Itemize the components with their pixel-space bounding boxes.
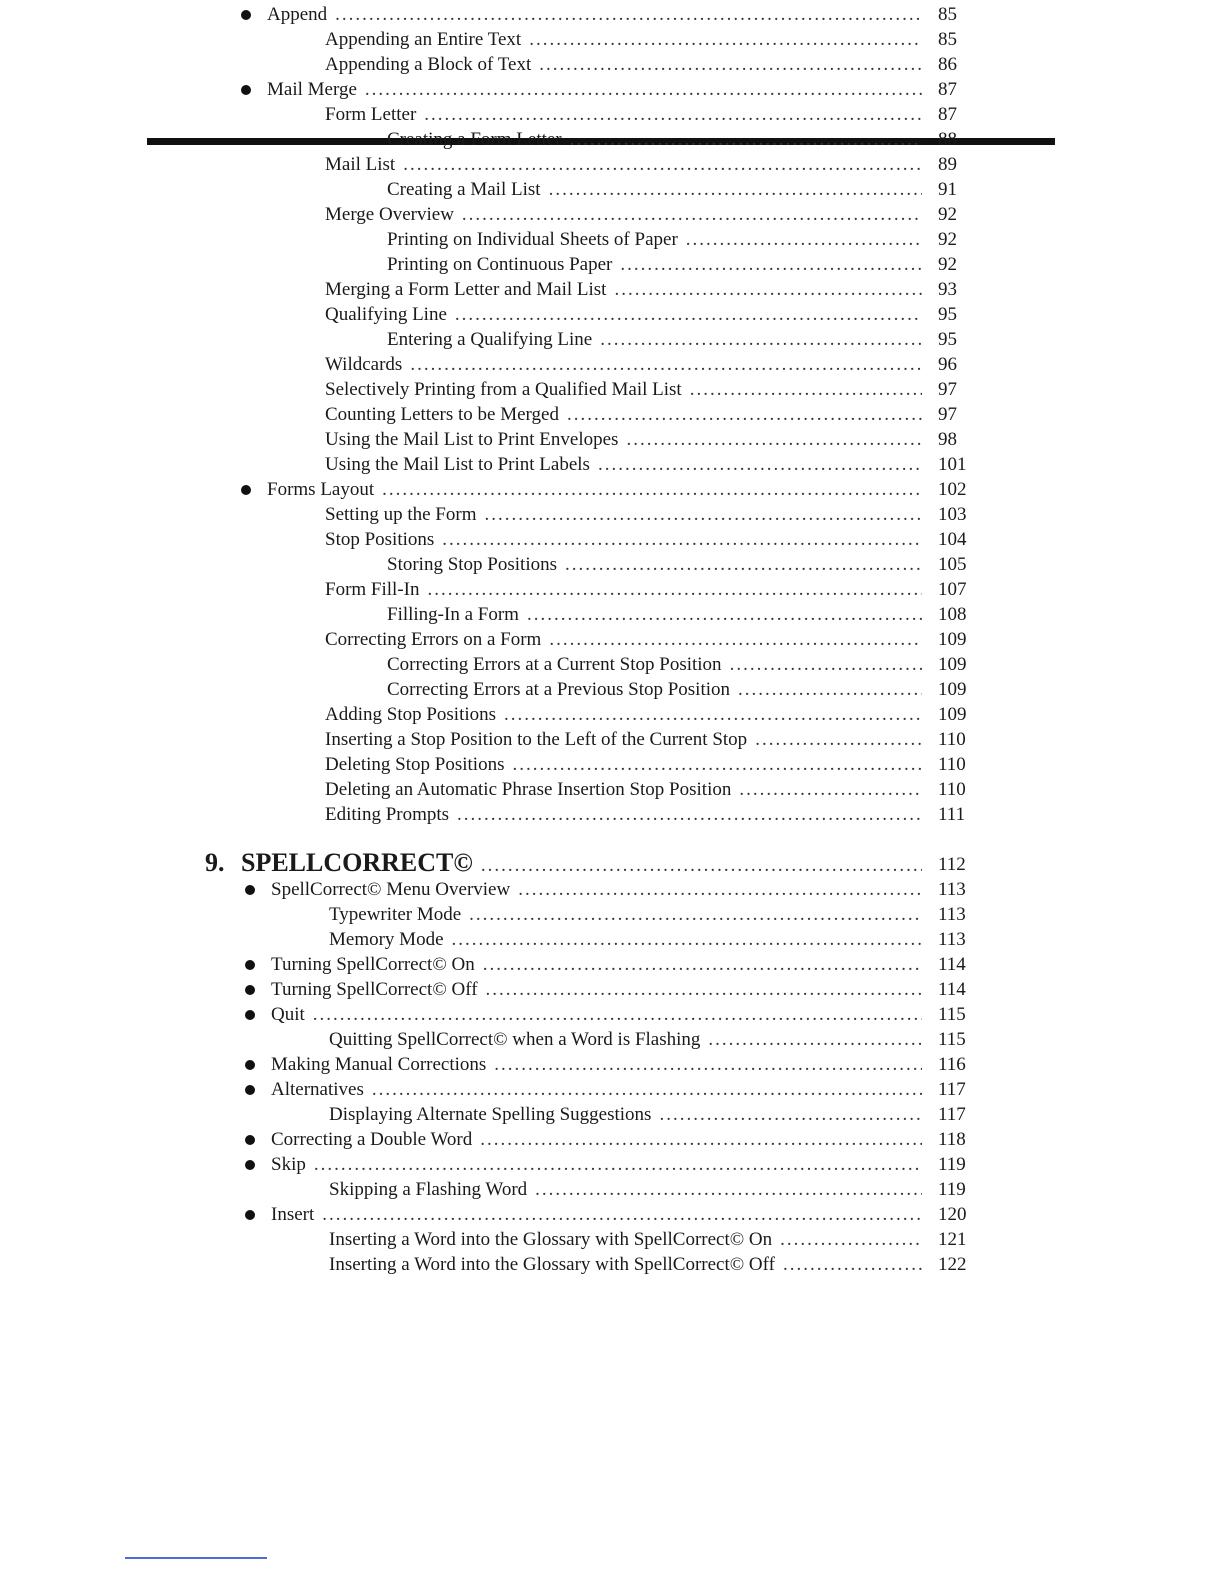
toc-entry-title: Correcting Errors at a Current Stop Position [387, 654, 722, 675]
toc-entry-text [387, 127, 922, 152]
dot-leader [527, 602, 922, 627]
bullet-icon [245, 960, 255, 970]
toc-entry-page: 110 [938, 729, 966, 750]
toc-entry-page: 92 [938, 254, 957, 275]
toc-entry-page: 89 [938, 154, 957, 175]
toc-entry-page: 85 [938, 4, 957, 25]
toc-entry-page: 101 [938, 454, 967, 475]
toc-entry-text [325, 302, 922, 327]
dot-leader [457, 802, 922, 827]
toc-entry-page: 109 [938, 679, 967, 700]
toc-entry-page: 122 [938, 1254, 967, 1275]
toc-entry-page: 118 [938, 1129, 966, 1150]
toc-entry-text [387, 677, 922, 702]
toc-entry-title: Typewriter Mode [329, 904, 462, 925]
dot-leader [549, 627, 922, 652]
toc-entry-title: Mail List [325, 154, 396, 175]
toc-entry[interactable] [0, 177, 1224, 202]
toc-entry[interactable] [0, 1152, 1224, 1177]
toc-entry[interactable] [0, 352, 1224, 377]
toc-entry[interactable] [0, 327, 1224, 352]
dot-leader [494, 1052, 922, 1077]
toc-entry-title: Selectively Printing from a Qualified Mail List [325, 379, 682, 400]
dot-leader [365, 77, 922, 102]
toc-entry-text [329, 1227, 922, 1252]
toc-entry-text [325, 102, 922, 127]
bullet-icon [245, 985, 255, 995]
bullet-icon [245, 1160, 255, 1170]
chapter-number: 9. [205, 848, 225, 877]
toc-entry-page: 104 [938, 529, 967, 550]
toc-entry-text [267, 77, 922, 102]
bottom-underline [125, 1557, 267, 1559]
bullet-icon [245, 1085, 255, 1095]
toc-entry[interactable] [0, 377, 1224, 402]
toc-entry-title: Setting up the Form [325, 504, 477, 525]
toc-entry-text [329, 1027, 922, 1052]
toc-entry[interactable] [0, 227, 1224, 252]
toc-entry[interactable] [0, 1027, 1224, 1052]
toc-entry-title: Making Manual Corrections [271, 1054, 487, 1075]
toc-entry-page: 116 [938, 1054, 966, 1075]
toc-entry[interactable] [0, 877, 1224, 902]
dot-leader [690, 377, 922, 402]
bullet-icon [245, 1210, 255, 1220]
toc-entry[interactable] [0, 152, 1224, 177]
dot-leader [469, 902, 922, 927]
toc-entry-page: 121 [938, 1229, 967, 1250]
toc-entry[interactable] [0, 102, 1224, 127]
toc-entry-page: 113 [938, 929, 966, 950]
toc-entry-title: Quit [271, 1004, 305, 1025]
dot-leader [335, 2, 922, 27]
toc-entry-page: 119 [938, 1154, 966, 1175]
toc-entry-text [387, 252, 922, 277]
toc-entry-title: Using the Mail List to Print Envelopes [325, 429, 619, 450]
toc-entry[interactable] [0, 552, 1224, 577]
toc-entry-text [325, 502, 922, 527]
dot-leader [539, 52, 922, 77]
toc-entry-text [325, 452, 922, 477]
toc-entry-text [329, 902, 922, 927]
bullet-icon [241, 10, 251, 20]
toc-entry-title: Merge Overview [325, 204, 454, 225]
toc-entry-page: 120 [938, 1204, 967, 1225]
toc-entry-title: Memory Mode [329, 929, 444, 950]
dot-leader [480, 1127, 922, 1152]
toc-entry-page: 111 [938, 804, 966, 825]
dot-leader [535, 1177, 922, 1202]
toc-entry-text [325, 427, 922, 452]
toc-entry-text [267, 477, 922, 502]
toc-entry[interactable] [0, 602, 1224, 627]
toc-entry-title: Using the Mail List to Print Labels [325, 454, 590, 475]
toc-entry-text [271, 877, 922, 902]
dot-leader [452, 927, 922, 952]
toc-entry[interactable] [0, 527, 1224, 552]
chapter-title: SPELLCORRECT© [241, 848, 473, 877]
toc-entry[interactable] [0, 927, 1224, 952]
dot-leader [486, 977, 922, 1002]
toc-entry-title: Append [267, 4, 328, 25]
dot-leader [372, 1077, 922, 1102]
toc-entry-text [329, 1252, 922, 1277]
dot-leader [382, 477, 922, 502]
toc-entry-page: 117 [938, 1104, 966, 1125]
toc-entry-text [325, 777, 922, 802]
toc-entry[interactable] [0, 277, 1224, 302]
toc-entry-page: 86 [938, 54, 957, 75]
toc-entry[interactable] [0, 127, 1224, 152]
toc-entry-title: Inserting a Word into the Glossary with SpellCorrect© On [329, 1229, 773, 1250]
toc-entry-text [325, 377, 922, 402]
toc-entry-title: Skipping a Flashing Word [329, 1179, 528, 1200]
toc-entry-title: Entering a Qualifying Line [387, 329, 593, 350]
toc-entry-text [325, 527, 922, 552]
dot-leader [614, 277, 922, 302]
dot-leader [567, 402, 922, 427]
toc-entry[interactable] [0, 502, 1224, 527]
toc-entry-title: Printing on Individual Sheets of Paper [387, 229, 678, 250]
toc-entry-title: Inserting a Stop Position to the Left of the Current Stop [325, 729, 748, 750]
dot-leader [780, 1227, 922, 1252]
toc-entry-page: 110 [938, 779, 966, 800]
toc-entry-title: Mail Merge [267, 79, 357, 100]
toc-entry-text [329, 1177, 922, 1202]
toc-entry-text [325, 277, 922, 302]
toc-entry-page: 88 [938, 129, 957, 150]
toc-entry-title: Correcting a Double Word [271, 1129, 473, 1150]
toc-entry-page: 103 [938, 504, 967, 525]
toc-entry-title: Appending an Entire Text [325, 29, 522, 50]
toc-entry-text [271, 1052, 922, 1077]
toc-entry-page: 107 [938, 579, 967, 600]
bullet-icon [245, 1060, 255, 1070]
toc-entry[interactable] [0, 802, 1224, 827]
toc-entry-text [271, 1002, 922, 1027]
toc-entry-title: Filling-In a Form [387, 604, 519, 625]
toc-entry-text [271, 1127, 922, 1152]
toc-entry-title: Insert [271, 1204, 315, 1225]
toc-entry-text [325, 752, 922, 777]
toc-entry[interactable] [0, 477, 1224, 502]
dot-leader [659, 1102, 922, 1127]
toc-entry-page: 108 [938, 604, 967, 625]
toc-entry-title: Alternatives [271, 1079, 364, 1100]
toc-entry-text [325, 202, 922, 227]
toc-entry-page: 110 [938, 754, 966, 775]
dot-leader [686, 227, 922, 252]
toc-entry[interactable] [0, 27, 1224, 52]
toc-entry[interactable] [0, 952, 1224, 977]
toc-entry-title: Editing Prompts [325, 804, 450, 825]
toc-entry-title: Turning SpellCorrect© Off [271, 979, 478, 1000]
toc-entry-text [325, 402, 922, 427]
toc-entry-text [329, 1102, 922, 1127]
dot-leader [529, 27, 922, 52]
dot-leader [565, 552, 922, 577]
dot-leader [708, 1027, 922, 1052]
dot-leader [313, 1002, 922, 1027]
dot-leader [783, 1252, 922, 1277]
toc-entry-title: Skip [271, 1154, 306, 1175]
toc-entry-title: Qualifying Line [325, 304, 447, 325]
toc-entry-title: Wildcards [325, 354, 403, 375]
toc-entry-page: 113 [938, 879, 966, 900]
toc-entry-page: 87 [938, 104, 957, 125]
dot-leader [322, 1202, 922, 1227]
dot-leader [314, 1152, 922, 1177]
dot-leader [739, 777, 922, 802]
dot-leader [626, 427, 922, 452]
dot-leader [442, 527, 922, 552]
bullet-icon [245, 1135, 255, 1145]
toc-entry-page: 105 [938, 554, 967, 575]
dot-leader [598, 452, 922, 477]
toc-entry-text [325, 352, 922, 377]
toc-entry[interactable] [0, 1202, 1224, 1227]
toc-entry-page: 113 [938, 904, 966, 925]
toc-entry-page: 95 [938, 304, 957, 325]
toc-entry-text [325, 727, 922, 752]
dot-leader [484, 502, 922, 527]
toc-entry[interactable] [0, 402, 1224, 427]
toc-entry[interactable] [0, 1177, 1224, 1202]
toc-entry[interactable] [0, 302, 1224, 327]
toc-entry-text [325, 702, 922, 727]
toc-entry[interactable] [0, 677, 1224, 702]
toc-entry[interactable] [0, 52, 1224, 77]
toc-entry-title: Inserting a Word into the Glossary with SpellCorrect© Off [329, 1254, 775, 1275]
toc-entry-title: Displaying Alternate Spelling Suggestions [329, 1104, 652, 1125]
toc-entry[interactable] [0, 1002, 1224, 1027]
toc-entry-page: 93 [938, 279, 957, 300]
toc-entry-text [271, 1202, 922, 1227]
bullet-icon [245, 1010, 255, 1020]
bullet-icon [241, 485, 251, 495]
toc-entry[interactable] [0, 2, 1224, 27]
toc-entry[interactable] [0, 627, 1224, 652]
dot-leader [512, 752, 922, 777]
toc-entry-title: Forms Layout [267, 479, 375, 500]
dot-leader [403, 152, 922, 177]
toc-entry-title: Deleting an Automatic Phrase Insertion Stop Position [325, 779, 732, 800]
toc-entry-title: Quitting SpellCorrect© when a Word is Flashing [329, 1029, 701, 1050]
toc-entry-page: 97 [938, 379, 957, 400]
toc-entry[interactable] [0, 1102, 1224, 1127]
toc-entry-page: 115 [938, 1029, 966, 1050]
toc-entry[interactable] [0, 902, 1224, 927]
toc-entry-text [325, 27, 922, 52]
dot-leader [462, 202, 922, 227]
toc-entry-page: 109 [938, 654, 967, 675]
toc-entry[interactable] [0, 777, 1224, 802]
toc-entry[interactable] [0, 977, 1224, 1002]
toc-entry[interactable] [0, 752, 1224, 777]
toc-entry-text [325, 802, 922, 827]
toc-entry-title: Correcting Errors on a Form [325, 629, 542, 650]
toc-entry-page: 91 [938, 179, 957, 200]
toc-entry-title: Merging a Form Letter and Mail List [325, 279, 607, 300]
toc-entry[interactable] [0, 452, 1224, 477]
toc-entry-text [325, 627, 922, 652]
toc-entry[interactable] [0, 702, 1224, 727]
toc-entry-text [271, 952, 922, 977]
toc-entry-title: Correcting Errors at a Previous Stop Position [387, 679, 731, 700]
toc-entry-text [267, 2, 922, 27]
toc-entry-page: 87 [938, 79, 957, 100]
toc-entry-title: Stop Positions [325, 529, 435, 550]
toc-entry-page: 96 [938, 354, 957, 375]
toc-entry-title: Counting Letters to be Merged [325, 404, 559, 425]
dot-leader [738, 677, 922, 702]
toc-entry-page: 119 [938, 1179, 966, 1200]
toc-entry-text [387, 652, 922, 677]
toc-entry[interactable] [0, 577, 1224, 602]
toc-entry-text [325, 152, 922, 177]
toc-entry-page: 109 [938, 704, 967, 725]
toc-entry[interactable] [0, 252, 1224, 277]
toc-entry-page: 109 [938, 629, 967, 650]
toc-entry-text [387, 227, 922, 252]
toc-entry-title: Storing Stop Positions [387, 554, 557, 575]
toc-entry-text [387, 177, 922, 202]
toc-entry[interactable] [0, 1077, 1224, 1102]
bullet-icon [241, 85, 251, 95]
dot-leader [455, 302, 922, 327]
toc-entry-text [325, 577, 922, 602]
toc-entry-page: 92 [938, 204, 957, 225]
dot-leader [600, 327, 922, 352]
dot-leader [483, 952, 922, 977]
toc-entry-title: Deleting Stop Positions [325, 754, 505, 775]
dot-leader [504, 702, 922, 727]
toc-entry-page: 114 [938, 954, 966, 975]
dot-leader [755, 727, 922, 752]
toc-entry-page: 102 [938, 479, 967, 500]
toc-entry-title: Creating a Mail List [387, 179, 541, 200]
toc-entry[interactable] [0, 652, 1224, 677]
toc-entry-text [387, 552, 922, 577]
toc-entry[interactable] [0, 1052, 1224, 1077]
toc-entry-title: Appending a Block of Text [325, 54, 532, 75]
dot-leader [620, 252, 922, 277]
toc-entry-text [387, 602, 922, 627]
dot-leader [424, 102, 922, 127]
toc-entry-text [271, 1077, 922, 1102]
toc-entry-page: 117 [938, 1079, 966, 1100]
toc-entry[interactable] [0, 202, 1224, 227]
bullet-icon [245, 885, 255, 895]
toc-entry-title: Printing on Continuous Paper [387, 254, 613, 275]
chapter-page: 112 [938, 854, 966, 875]
toc-entry[interactable] [0, 1252, 1224, 1277]
dot-leader [730, 652, 922, 677]
dot-leader [427, 577, 922, 602]
toc-entry[interactable] [0, 1227, 1224, 1252]
toc-entry-title: Adding Stop Positions [325, 704, 497, 725]
toc-entry-text [387, 327, 922, 352]
toc-entry-page: 85 [938, 29, 957, 50]
toc-entry[interactable] [0, 77, 1224, 102]
toc-entry-title: Form Fill-In [325, 579, 420, 600]
toc-entry-title: Creating a Form Letter [387, 129, 562, 150]
toc-entry-page: 115 [938, 1004, 966, 1025]
toc-entry-title: Form Letter [325, 104, 417, 125]
toc-entry[interactable] [0, 427, 1224, 452]
toc-entry-page: 92 [938, 229, 957, 250]
toc-entry-text [329, 927, 922, 952]
toc-entry-page: 114 [938, 979, 966, 1000]
toc-entry-title: SpellCorrect© Menu Overview [271, 879, 511, 900]
toc-entry-page: 98 [938, 429, 957, 450]
dot-leader [570, 127, 922, 152]
dot-leader [410, 352, 922, 377]
toc-entry[interactable] [0, 727, 1224, 752]
dot-leader [518, 877, 922, 902]
toc-entry-text [271, 1152, 922, 1177]
toc-entry-text [271, 977, 922, 1002]
toc-entry-page: 97 [938, 404, 957, 425]
chapter-heading[interactable] [0, 848, 1224, 878]
dot-leader [549, 177, 922, 202]
toc-entry-text [325, 52, 922, 77]
toc-entry-page: 95 [938, 329, 957, 350]
toc-entry[interactable] [0, 1127, 1224, 1152]
toc-entry-title: Turning SpellCorrect© On [271, 954, 475, 975]
